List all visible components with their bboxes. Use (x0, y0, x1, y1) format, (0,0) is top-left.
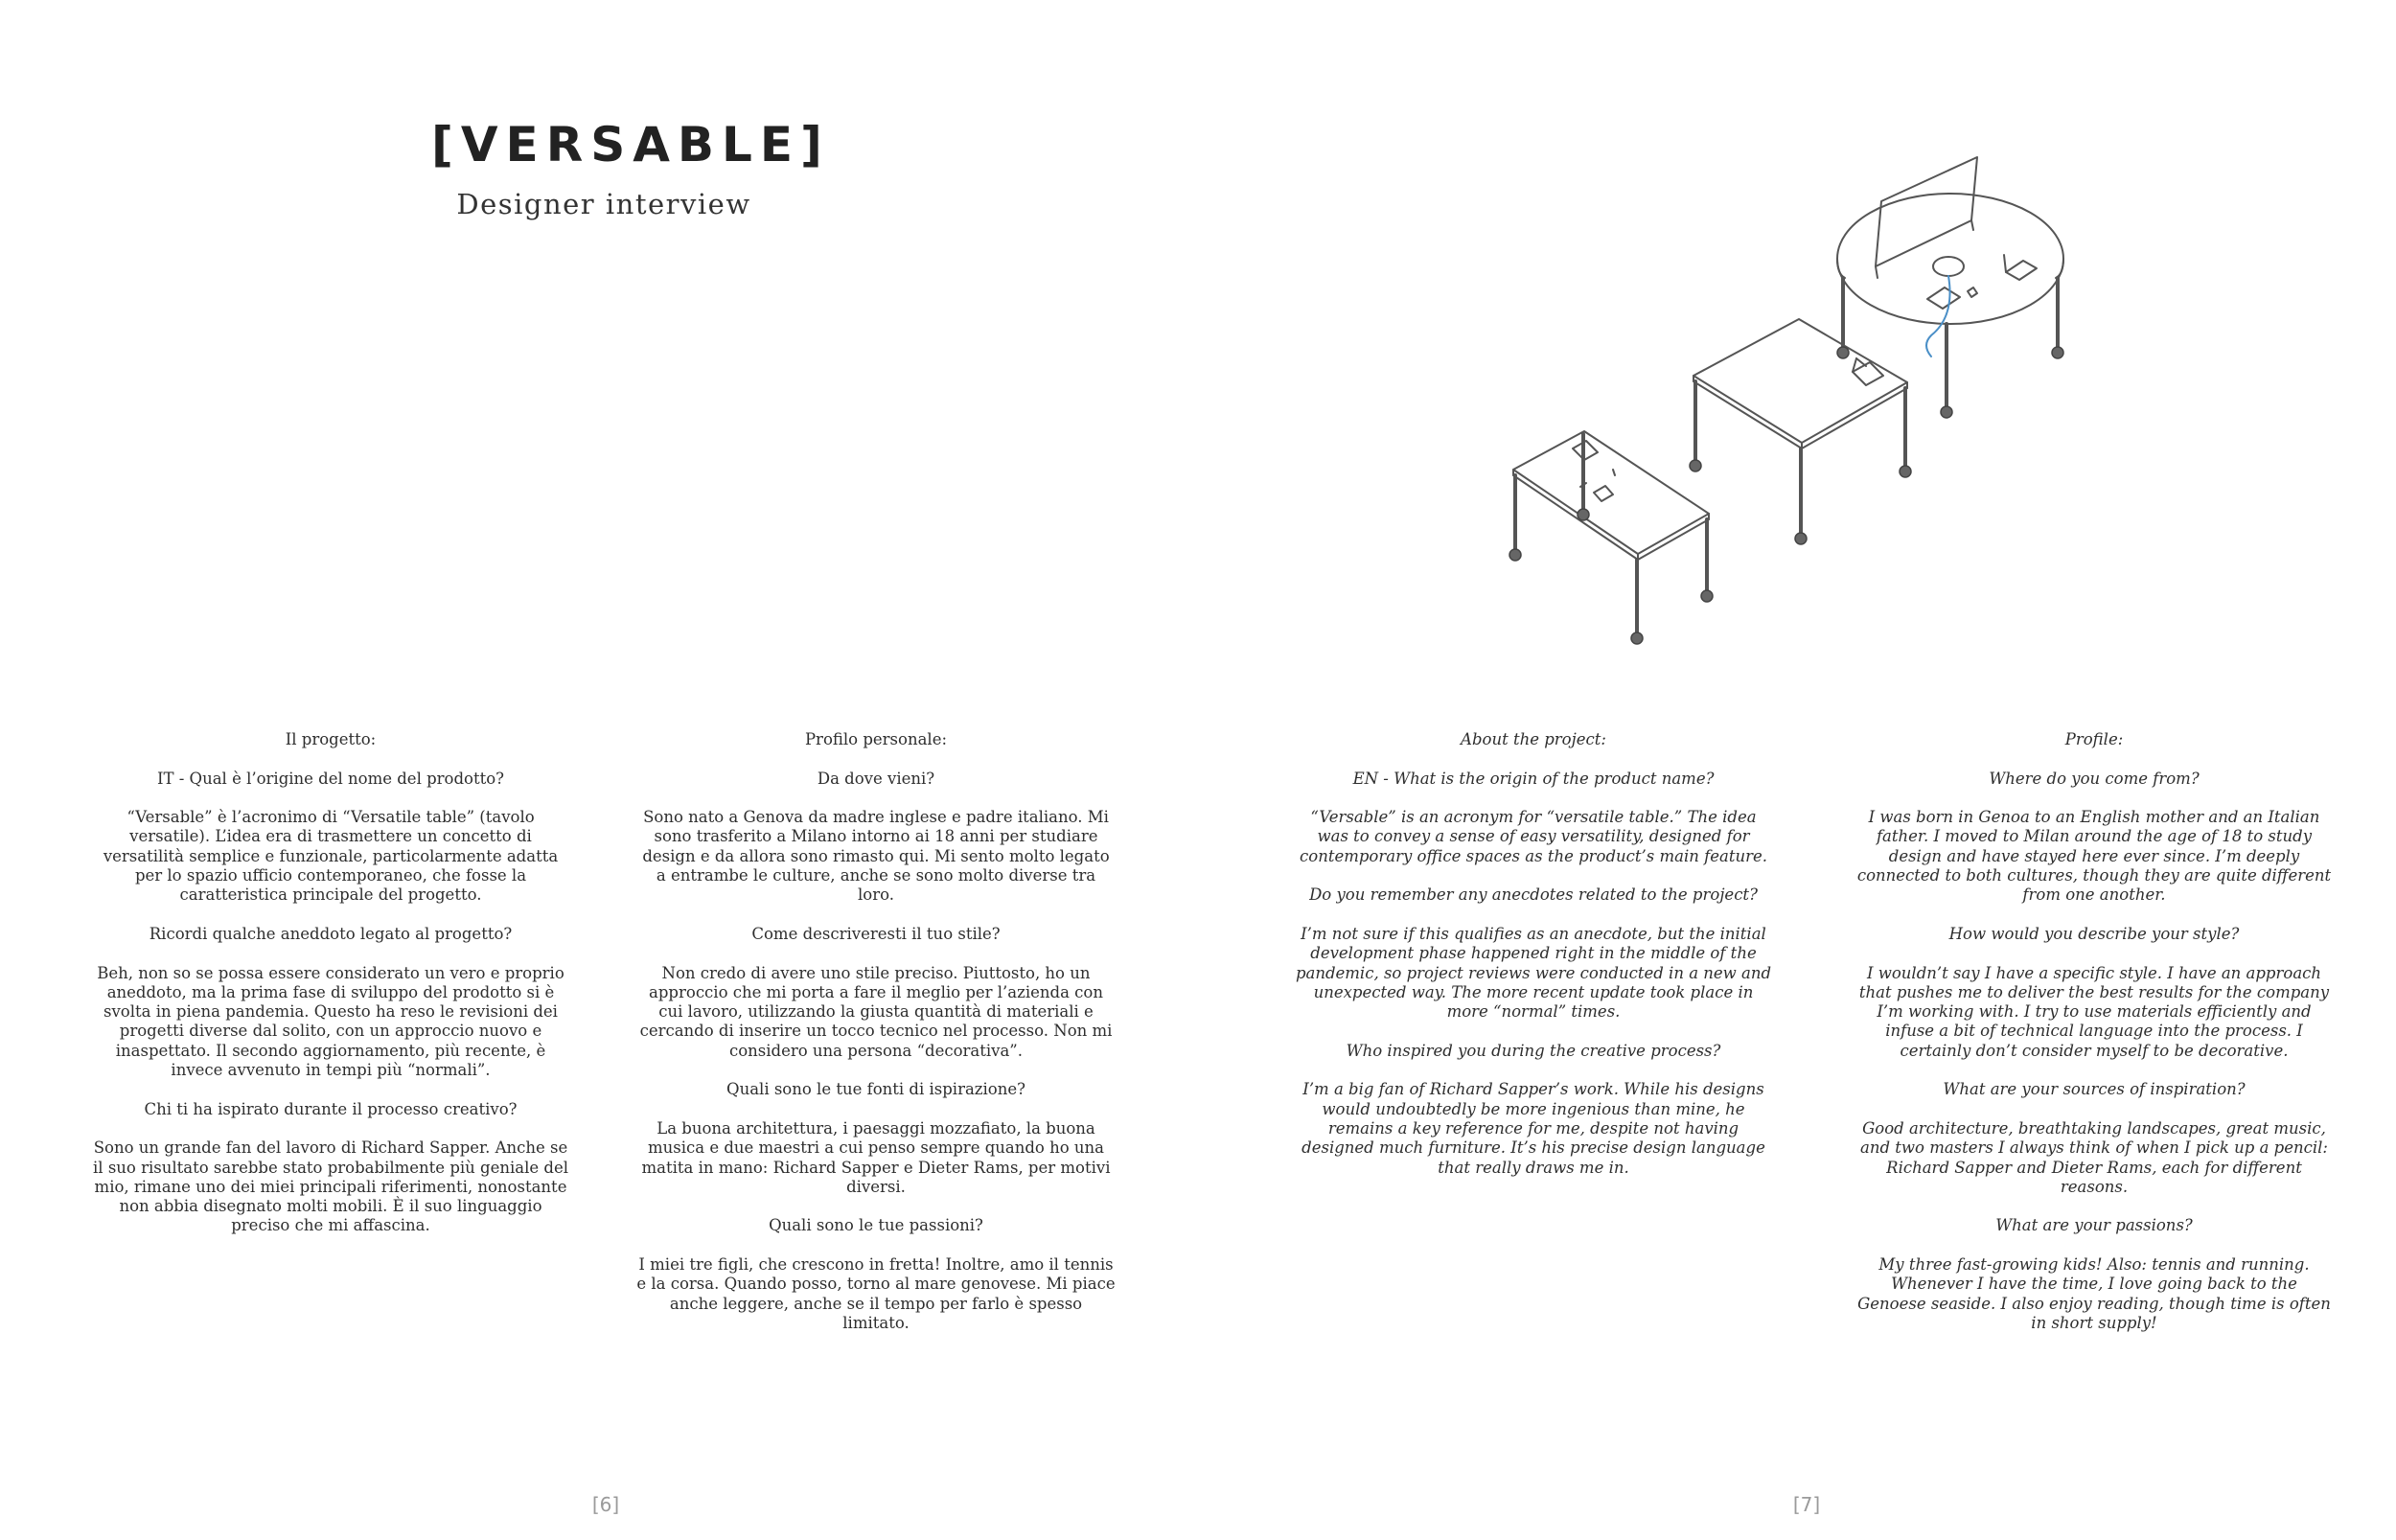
question: Do you remember any anecdotes related to the project? (1309, 885, 1758, 905)
answer: La buona architettura, i paesaggi mozzafiato, la buona musica e due maestri a cui penso sempre quando ho una matita in mano: Richard Sapper e Dieter Rams, per motivi diversi. (641, 1118, 1111, 1196)
question: Chi ti ha ispirato durante il processo creativo? (144, 1099, 518, 1118)
page-number-left: [6] (591, 1493, 620, 1516)
answer: I’m not sure if this qualifies as an anecdote, but the initial development phase happened right in the middle of the pandemic, so project reviews were conducted in a new and unexpected way. The more recent update took place in more “normal” times. (1295, 924, 1772, 1022)
question: What are your passions? (1995, 1216, 2193, 1235)
question: IT - Qual è l’origine del nome del prodotto? (156, 769, 505, 788)
brand-title: [VERSABLE] (431, 117, 830, 172)
section-heading: About the project: (1461, 730, 1606, 748)
column-en-profile (1855, 730, 2334, 1353)
round-table-sketch (1837, 157, 2063, 408)
answer: I’m a big fan of Richard Sapper’s work. While his designs would undoubtedly be more ingenious than mine, he remains a key reference for me, despite not having designed much furniture. It’s his precise design language that really draws me in. (1302, 1080, 1765, 1177)
question: Come descriveresti il tuo stile? (751, 924, 1001, 943)
answer: Beh, non so se possa essere considerato un vero e proprio aneddoto, ma la prima fase di sviluppo del prodotto si è svolta in piena pandemia. Questo ha reso le revisioni dei progetti diverse dal solito, con un approccio nuovo e inaspettato. Il secondo aggiornamento, più recente, è invece avvenuto in tempi più “normali”. (97, 963, 564, 1080)
question: Who inspired you during the creative process? (1346, 1041, 1721, 1060)
square-table-sketch (1693, 319, 1907, 535)
question: What are your sources of inspiration? (1943, 1080, 2246, 1099)
question: How would you describe your style? (1948, 924, 2240, 943)
column-en-project (1294, 730, 1773, 1197)
section-heading: Profilo personale: (804, 730, 948, 748)
question: Quali sono le tue fonti di ispirazione? (726, 1080, 1025, 1099)
question: EN - What is the origin of the product name? (1352, 769, 1715, 788)
answer: “Versable” è l’acronimo di “Versatile table” (tavolo versatile). L’idea era di trasmettere un concetto di versatilità semplice e funzionale, particolarmente adatta per lo spazio ufficio contemporaneo, che fosse la caratteristica principale del progetto. (103, 808, 559, 905)
section-heading: Profile: (2064, 730, 2124, 748)
answer: Non credo di avere uno stile preciso. Piuttosto, ho un approccio che mi porta a fare il meglio per l’azienda con cui lavoro, utilizzando la giusta quantità di materiali e cercando di inserire un tocco tecnico nel processo. Non mi considero una persona “decorativa”. (639, 963, 1113, 1060)
answer: I miei tre figli, che crescono in fretta! Inoltre, amo il tennis e la corsa. Quando posso, torno al mare genovese. Mi piace anche leggere, anche se il tempo per farlo è spesso limitato. (636, 1255, 1116, 1332)
question: Da dove vieni? (817, 769, 935, 788)
question: Where do you come from? (1989, 769, 2200, 788)
column-it-profile (636, 730, 1116, 1353)
column-it-project (91, 730, 570, 1255)
answer: Sono nato a Genova da madre inglese e padre italiano. Mi sono trasferito a Milano intorno ai 18 anni per studiare design e da allora sono rimasto qui. Mi sento molto legato a entrambe le culture, anche se sono molto diverse tra loro. (642, 808, 1110, 905)
answer: I was born in Genoa to an English mother and an Italian father. I moved to Milan around the age of 18 to study design and have stayed here ever since. I’m deeply connected to both cultures, though they are quite different from one another. (1856, 808, 2332, 905)
answer: My three fast-growing kids! Also: tennis and running. Whenever I have the time, I love going back to the Genoese seaside. I also enjoy reading, though time is often in short supply! (1857, 1255, 2331, 1332)
question: Ricordi qualche aneddoto legato al progetto? (149, 924, 513, 943)
answer: Good architecture, breathtaking landscapes, great music, and two masters I always think of when I pick up a pencil: Richard Sapper and Dieter Rams, each for different reasons. (1859, 1118, 2328, 1196)
answer: Sono un grande fan del lavoro di Richard Sapper. Anche se il suo risultato sarebbe stato probabilmente più geniale del mio, rimane uno dei miei principali riferimenti, nonostante non abbia disegnato molti mobili. È il suo linguaggio preciso che mi affascina. (93, 1138, 568, 1235)
question: Quali sono le tue passioni? (769, 1216, 983, 1235)
page-subtitle: Designer interview (456, 188, 751, 220)
section-heading: Il progetto: (285, 730, 377, 748)
answer: “Versable” is an acronym for “versatile table.” The idea was to convey a sense of easy versatility, designed for contemporary office spaces as the product’s main feature. (1300, 808, 1767, 865)
small-table-sketch (1513, 431, 1709, 634)
answer: I wouldn’t say I have a specific style. I have an approach that pushes me to deliver the best results for the company I’m working with. I try to use materials efficiently and infuse a bit of technical language into the process. I certainly don’t consider myself to be decorative. (1858, 963, 2330, 1060)
page-number-right: [7] (1792, 1493, 1821, 1516)
tables-illustration (1481, 144, 2152, 652)
